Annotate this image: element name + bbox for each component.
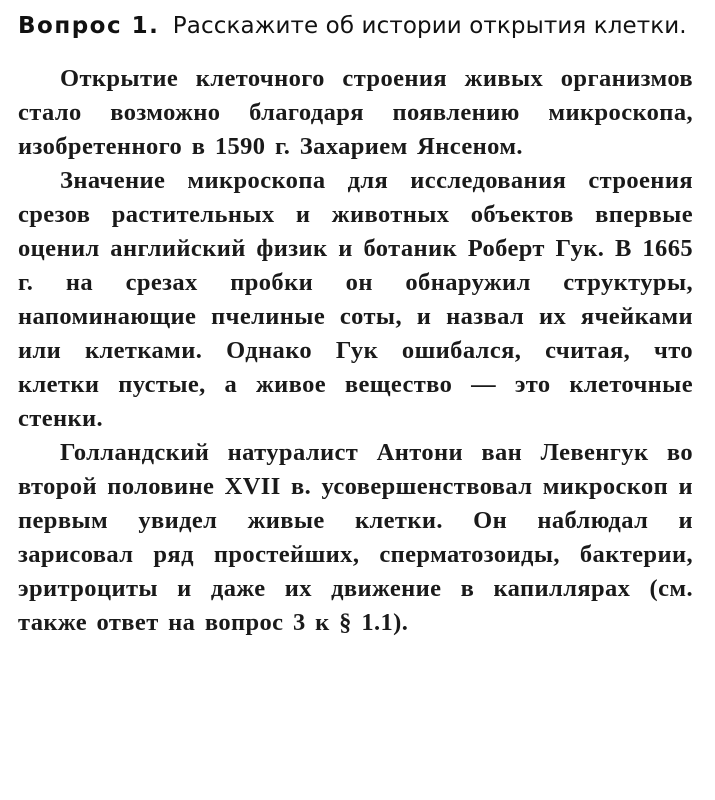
- answer-paragraph-3: Голландский натуралист Антони ван Левенгук во второй половине XVII в. усовершенствовал микроскоп и первым увидел живые клетки. Он наблюдал и зарисовал ряд простейших, сперматозоиды, бактерии, эритроциты и даже их движение в капиллярах (см. также ответ на вопрос 3 к § 1.1).: [18, 439, 693, 636]
- question-text: Расскажите об истории открытия клетки.: [172, 13, 687, 39]
- answer-paragraph-1: Открытие клеточного строения живых организмов стало возможно благодаря появлению микроскопа, изобретенного в 1590 г. Захарием Янсеном.: [18, 65, 693, 160]
- answer-block: [18, 62, 693, 640]
- question-block: [18, 6, 693, 46]
- answer-paragraph-2: Значение микроскопа для исследования строения срезов растительных и животных объектов впервые оценил английский физик и ботаник Роберт Гук. В 1665 г. на срезах пробки он обнаружил структуры, напоминающие пчелиные соты, и назвал их ячейками или клетками. Однако Гук ошибался, считая, что клетки пустые, а живое вещество — это клеточные стенки.: [18, 167, 693, 432]
- question-label: Вопрос 1.: [18, 13, 160, 39]
